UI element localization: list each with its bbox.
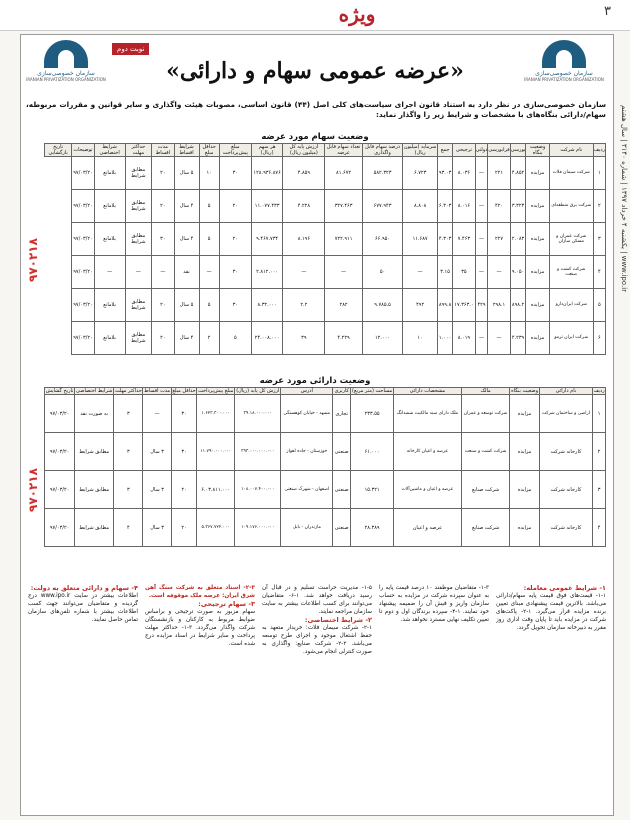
table-cell: ۵ (199, 223, 219, 256)
table-cell: ۳۹۳.۰۰۰.۰۰۰.۰۰۰ (235, 433, 281, 471)
table-cell: ۳۰ (219, 289, 251, 322)
table-cell: — (475, 157, 488, 190)
column-header: نام دارائی (539, 388, 593, 395)
table-cell: خوزستان - جاده اهواز (281, 433, 333, 471)
table-cell: مازندران - بابل (281, 509, 333, 547)
table-cell: اراضی و ساختمان شرکت (539, 395, 593, 433)
column-header: حداکثر مهلت (114, 388, 142, 394)
assets-side-label: ۹۷۰۲۱۸ (26, 468, 40, 512)
intro-paragraph: سازمان خصوصی‌سازی در نظر دارد به استناد قانون اجرای سیاست‌های کلی اصل (۴۴) قانون اساسی، مصوبات هیئت واگذاری و سایر قوانین و مقررات مربوطه، سهام/دارائی بنگاه‌های با مشخصات و شرایط زیر را واگذار نماید: (26, 100, 607, 119)
table-cell: ۳۰ (219, 256, 251, 289)
table-cell: ۹۷/۰۳/۲۰ (72, 223, 94, 256)
table-cell: ۲۰ (219, 190, 251, 223)
table-row (45, 190, 606, 223)
table-cell: ۱۱.۶۸۷ (403, 223, 438, 256)
conditions-column: ۱-۳- متقاضیان موظفند ۱۰ درصد قیمت پایه را به عنوان سپرده شرکت در مزایده به حساب سازمان واریز و فیش آن را ضمیمه پیشنهاد خود نمایند. ۱-۴- سپرده برندگان اول و دوم تا تعیین تکلیف نهایی مسترد نخواهد شد. (379, 585, 489, 623)
table-cell: ۱۰ (199, 157, 219, 190)
table-cell: ۴۲۹ (475, 289, 488, 322)
table-cell: ۵ (199, 190, 219, 223)
table-cell: ۷.۴۶۳ (453, 223, 475, 256)
table-cell: مطابق شرایط (75, 509, 114, 547)
table-cell: شرکت ایران ترمو (549, 322, 593, 355)
table-cell: ۳.۱۵ (437, 256, 452, 289)
column-header: وضعیت بنگاه (526, 144, 549, 157)
table-cell: — (488, 322, 510, 355)
column-header: مبلغ پیش‌پرداخت (219, 144, 251, 157)
table-cell: — (488, 256, 510, 289)
table-cell: ۸.۰۱۹ (453, 322, 475, 355)
table-cell: ۴ (114, 509, 143, 547)
table-cell: ۴.۲۲۹ (325, 322, 362, 355)
table-cell: ۹۷/۰۳/۲۰ (45, 509, 75, 547)
column-header: مشخصات دارائی (394, 388, 462, 395)
table-cell: — (403, 256, 438, 289)
table-cell: ۱ (593, 395, 606, 433)
table-row (45, 322, 606, 355)
table-cell: ۶۱.۰۰۰ (351, 433, 394, 471)
table-row (45, 509, 606, 547)
table-cell: کارخانه شرکت (539, 471, 593, 509)
column-header: تعداد سهام قابل عرضه (326, 144, 361, 156)
table-cell: صنعتی (333, 433, 351, 471)
column-header: ارزش پایه کل (میلیون ریال) (283, 144, 325, 157)
column-header: تاریخ بازگشایی (45, 144, 72, 157)
table-cell: اصفهان - شهرک صنعتی (281, 471, 333, 509)
column-header: آدرس (281, 388, 333, 395)
conditions-column: ۲-۳- اسناد متعلق به شرکت سنگ آهن شرق ایران: عرصه ملک موقوفه است. ۳- سهام ترجیحی: سهام مزبور به صورت ترجیحی و براساس ضوابط مربوط به کارکنان و بازنشستگان شرکت واگذار می‌گردد. ۳-۱- حداکثر مهلت پرداخت و سایر شرایط در اسناد مزایده درج شده است. (145, 585, 255, 647)
column-header: ردیف (593, 388, 605, 394)
table-cell: مزایده (526, 256, 549, 289)
table-cell: بلامانع (94, 289, 125, 322)
table-cell: ۹۷/۰۳/۲۰ (72, 157, 94, 190)
table-cell: شرکت توسعه و عمران (461, 395, 510, 433)
table-cell: ۸۹۹.۸ (437, 289, 452, 322)
table-cell: ۵ سال (174, 157, 199, 190)
table-cell: ۳۰ (152, 223, 174, 256)
table-cell: مزایده (526, 223, 549, 256)
table-cell: ۲.۰۸۳ (510, 223, 526, 256)
table-cell: ۱۷.۳۶۳.۰ (453, 289, 475, 322)
table-cell: — (475, 322, 488, 355)
table-cell: ۲.۲ (283, 289, 325, 322)
table-row (45, 256, 606, 289)
table-cell: ۸.۸۰۸ (403, 190, 438, 223)
section-banner: ویژه (338, 2, 376, 26)
table-cell: ۳ سال (143, 509, 171, 547)
table-row (45, 289, 606, 322)
table-cell: ۲۲۱ (488, 157, 510, 190)
table-cell: ۸.۰۱۶ (453, 190, 475, 223)
table-cell: ۳۲۷.۴۶۳ (325, 190, 362, 223)
table-cell: ۲۰ (152, 322, 174, 355)
table-cell: شرکت ایران‌دارو (549, 289, 593, 322)
table-cell: ۹۷/۰۳/۲۰ (72, 289, 94, 322)
table-cell: ۴.۲۳۹ (510, 322, 526, 355)
table-cell: ۱۱.۰۷۷.۴۳۳ (251, 190, 282, 223)
table-cell: ۲.۸۱۲.۰۰۰ (251, 256, 282, 289)
table-cell: ۳ (593, 471, 606, 509)
table-cell: ۱۱.۷۹۰.۰۰۰.۰۰۰ (197, 433, 235, 471)
column-header: مساحت (متر مربع) (352, 388, 393, 394)
table-cell: شرکت عمران و مسکن سازان (549, 223, 593, 256)
table-cell: ۳ سال (143, 471, 171, 509)
page-header (0, 0, 630, 31)
column-header: جمع (437, 144, 452, 157)
table-cell: ۲۰ (152, 289, 174, 322)
table-cell: کارخانه شرکت (539, 433, 593, 471)
table-cell: صنعتی (333, 471, 351, 509)
column-header: مبلغ پیش‌پرداخت (198, 388, 234, 394)
table-cell: ۹۷/۰۳/۲۰ (72, 190, 94, 223)
table-cell: ۱۵.۳۲۱ (351, 471, 394, 509)
table-cell: ۲۴.۰۰۸.۰۰۰ (251, 322, 282, 355)
table-cell: بلامانع (94, 190, 125, 223)
table-cell: شرکت کشت و صنعت (461, 433, 510, 471)
table-cell: ۱۰۹.۱۷۶.۰۰۰.۰۰۰ (235, 509, 281, 547)
column-header: توضیحات (72, 144, 94, 157)
table-cell: — (199, 256, 219, 289)
table-cell: ۶.۷۲۳ (403, 157, 438, 190)
table-cell: بلامانع (94, 322, 125, 355)
table-cell: مطابق شرایط (125, 223, 152, 256)
table-cell: مزایده (510, 509, 539, 547)
table-cell: نقد (174, 256, 199, 289)
table-cell: ملک دارای سند مالکیت ششدانگ (394, 395, 462, 433)
table-cell: ۲۸۲ (325, 289, 362, 322)
table-cell: ۴۹۲ (403, 289, 438, 322)
table-row (45, 223, 606, 256)
table-cell: عرصه و اعیان و ماشین‌آلات (394, 471, 462, 509)
table-cell: — (475, 190, 488, 223)
table-cell: ۳۰ (171, 433, 197, 471)
table-cell: — (475, 256, 488, 289)
table-cell: ۱۰۸.۰۰۷.۴۰۰.۰۰۰ (235, 471, 281, 509)
column-header: شرایط اختصاصی (94, 144, 125, 157)
table-cell: ۹.۷۸۵.۵ (362, 289, 403, 322)
table-cell: ۵ (199, 289, 219, 322)
column-header: مالک (461, 388, 510, 395)
table-cell: ۴.۲۲۸ (283, 190, 325, 223)
table-cell: ۳ (114, 433, 143, 471)
table-cell: ۴۲۰ (488, 190, 510, 223)
table-cell: ۶ (593, 322, 605, 355)
table-cell: مزایده (526, 157, 549, 190)
table-cell: ۲۲۷ (488, 223, 510, 256)
table-cell: مزایده (510, 471, 539, 509)
column-header: ردیف (593, 144, 605, 157)
table-cell: بلامانع (94, 157, 125, 190)
table-cell: شرکت کشت و صنعت (549, 256, 593, 289)
table-cell: — (143, 395, 171, 433)
table-cell: عرصه و اعیان کارخانه (394, 433, 462, 471)
column-header: ترجیحی (453, 144, 475, 157)
column-header: کاربری (334, 388, 349, 394)
column-header: تاریخ گشایش (45, 388, 74, 394)
shares-side-label: ۹۷۰۲۱۸ (26, 238, 40, 282)
table-cell: ۴ سال (174, 190, 199, 223)
table-cell: — (94, 256, 125, 289)
shares-table (44, 143, 606, 355)
table-cell: ۶۶.۹۵۰ (362, 223, 403, 256)
table-cell: ۳۰ (219, 157, 251, 190)
table-row (45, 433, 606, 471)
logo-icon (542, 40, 586, 68)
table-cell: ۵۰ (362, 256, 403, 289)
table-cell: ۳.۳۲۳ (510, 190, 526, 223)
column-header: حداقل مبلغ (199, 144, 219, 157)
table-cell: ۳ (114, 471, 143, 509)
column-header: هر سهم (ریال) (251, 144, 282, 157)
table-cell: ۵۸۲.۳۲۳ (362, 157, 403, 190)
column-header: ارزش کل پایه (ریال) (236, 388, 280, 394)
table-cell: کارخانه شرکت (539, 509, 593, 547)
table-cell: ۲۸.۳۸۹ (351, 509, 394, 547)
table-row (45, 157, 606, 190)
table-cell: ۳ (114, 395, 143, 433)
table-cell: ۴ سال (174, 322, 199, 355)
table-cell: ۴ (593, 509, 606, 547)
table-cell: مطابق شرایط (125, 322, 152, 355)
table-cell: — (325, 256, 362, 289)
table-cell: ۹۳.۰۳ (437, 157, 452, 190)
table-cell: ۶۷۷.۹۴۳ (362, 190, 403, 223)
table-cell: ۸.۰۳۶ (453, 157, 475, 190)
table-cell: ۶.۳۰۳ (437, 190, 452, 223)
column-header: درصد سهام قابل واگذاری (362, 144, 403, 157)
table-cell: به صورت نقد (75, 395, 114, 433)
table-cell: عرصه و اعیان (394, 509, 462, 547)
table-cell: ۵.۳۶۷.۷۲۲.۰۰۰ (197, 509, 235, 547)
table-cell: بلامانع (94, 223, 125, 256)
table-cell: ۹.۰۵۰ (510, 256, 526, 289)
table-cell: مزایده (526, 289, 549, 322)
table-cell: ۵ سال (174, 289, 199, 322)
table-cell: ۱۲.۰۰۰ (362, 322, 403, 355)
table-cell: ۹۷/۰۳/۲۰ (45, 395, 75, 433)
table-cell: مطابق شرایط (75, 471, 114, 509)
table-cell: ۴.۳۰۳ (437, 223, 452, 256)
table-cell: ۲ (593, 190, 605, 223)
table-cell: ۷۲۲.۹۱۱ (325, 223, 362, 256)
table-cell: ۱۰ (403, 322, 438, 355)
table-cell: ۲۳۳.۵۵ (351, 395, 394, 433)
table-cell: مطابق شرایط (125, 190, 152, 223)
table-cell: ۲۰ (152, 157, 174, 190)
table-cell: مشهد - خیابان کوهسنگی (281, 395, 333, 433)
organization-logo-left: سازمان خصوصی‌سازی IRANIAN PRIVATIZATION ORGANIZATION (26, 40, 106, 92)
conditions-column: ۴- سهام و دارائی متعلق به دولت: اطلاعات بیشتر در سایت www.ipo.ir درج گردیده و متقاضیان می‌توانند جهت کسب اطلاعات بیشتر با شماره تلفن‌های سازمان تماس حاصل نمایند. (28, 584, 138, 623)
table-cell: مطابق شرایط (125, 157, 152, 190)
table-cell: صنعتی (333, 509, 351, 547)
table-cell: مزایده (526, 322, 549, 355)
table-cell: ۲۰ (171, 471, 197, 509)
logo-icon (44, 40, 88, 68)
table-cell: — (283, 256, 325, 289)
issue-sidebar: یکشنبه ۴ خرداد ۱۳۹۷ | شماره ۳۱۴۰ | سال هشتم | www.ipo.ir (620, 105, 628, 293)
table-cell: ۱.۰۰۰ (437, 322, 452, 355)
table-cell: ۲ (593, 433, 606, 471)
table-cell: ۳۹.۱۸.۰۰۰.۰۰۰ (235, 395, 281, 433)
table-cell: شرکت صنایع (461, 471, 510, 509)
table-cell: — (152, 256, 174, 289)
column-header: دولتی (475, 144, 488, 157)
table-cell: ۸۹۸.۲ (510, 289, 526, 322)
column-header: فرابورسی (488, 144, 510, 157)
table-cell: ۵ (593, 289, 605, 322)
notice-round-badge: نوبت دوم (112, 43, 149, 55)
table-cell: ۹۷/۰۳/۲۰ (45, 433, 75, 471)
table-cell: ۲۰ (171, 509, 197, 547)
table-cell: ۹.۴۶۷.۷۳۴ (251, 223, 282, 256)
table-cell: ۳۰ (171, 395, 197, 433)
conditions-column: ۱-۵- مدیریت حراست تسلیم و در قبال آن رسید دریافت خواهد شد. ۱-۶- متقاضیان می‌توانند برای کسب اطلاعات بیشتر به سایت سازمان مراجعه نمایند. ۲- شرایط اختصاصی: ۲-۱- شرکت سیمان فلات: خریدار متعهد به حفظ اشتغال موجود و اجرای طرح توسعه می‌باشد. ۲-۲- شرکت صنایع: واگذاری به صورت کنترلی انجام می‌شود. (262, 585, 372, 655)
table-cell: شرکت صنایع (461, 509, 510, 547)
table-cell: ۹۷/۰۳/۲۰ (72, 256, 94, 289)
table-cell: ۸.۳۲.۰۰۰ (251, 289, 282, 322)
column-header: بورسی (510, 144, 526, 157)
table-cell: ۳ (593, 223, 605, 256)
table-cell: ۲۹۸.۱ (488, 289, 510, 322)
organization-logo-right: سازمان خصوصی‌سازی IRANIAN PRIVATIZATION ORGANIZATION (524, 40, 604, 92)
conditions-column: ۱- شرایط عمومی معامله: ۱-۱- قیمت‌های فوق قیمت پایه سهام/دارائی می‌باشد. بالاترین قیمت پیشنهادی مبنای تعیین برنده مزایده قرار می‌گیرد. ۱-۲- پاکت‌های شرکت در مزایده باید تا پایان وقت اداری روز مقرر به دبیرخانه سازمان تحویل گردد. (496, 584, 606, 631)
table-cell: ۱.۶۲۳.۳۰۰.۰۰۰ (197, 395, 235, 433)
table-cell: مزایده (510, 395, 539, 433)
table-row (45, 471, 606, 509)
table-cell: ۲۰ (219, 223, 251, 256)
table-cell: ۳۵ (453, 256, 475, 289)
table-cell: ۹۷/۰۳/۲۰ (45, 471, 75, 509)
table-cell: ۸۱.۶۷۲ (325, 157, 362, 190)
table-cell: ۱ (593, 157, 605, 190)
table-cell: ۵ (219, 322, 251, 355)
table-cell: مطابق شرایط (75, 433, 114, 471)
table-cell: ۹۷/۰۳/۲۰ (72, 322, 94, 355)
table-cell: ۸.۱۹۶ (283, 223, 325, 256)
table-cell: ۴ سال (174, 223, 199, 256)
table-cell: مطابق شرایط (125, 289, 152, 322)
table-cell: ۲ (199, 322, 219, 355)
table-cell: — (475, 223, 488, 256)
column-header: مدت اقساط (144, 388, 171, 394)
table-cell: ۴.۸۵۹ (283, 157, 325, 190)
table-cell: شرکت سیمان فلات (549, 157, 593, 190)
table-row (45, 395, 606, 433)
table-cell: تجاری (333, 395, 351, 433)
shares-section-title: وضعیت سهام مورد عرضه (261, 132, 369, 142)
page-title: «عرضه عمومی سهام و دارائی» (166, 58, 464, 84)
column-header: سرمایه (میلیون ریال) (403, 144, 437, 156)
table-cell: شرکت برق منطقه‌ای (549, 190, 593, 223)
column-header: شرایط اقساط (174, 144, 199, 157)
assets-table (44, 387, 606, 547)
table-cell: — (125, 256, 152, 289)
table-cell: مزایده (510, 433, 539, 471)
column-header: حداقل مبلغ (172, 388, 196, 394)
page-number: ۳ (604, 4, 611, 19)
table-cell: ۳۹ (283, 322, 325, 355)
table-cell: ۱۲۸.۹۳۶.۸۷۶ (251, 157, 282, 190)
column-header: مدت اقساط (152, 144, 174, 157)
table-cell: ۳ سال (143, 433, 171, 471)
conditions-columns (26, 584, 606, 810)
table-cell: ۴ (593, 256, 605, 289)
table-cell: ۲۰ (152, 190, 174, 223)
column-header: حداکثر مهلت (125, 144, 152, 157)
table-cell: مزایده (526, 190, 549, 223)
table-cell: ۶.۰۳.۸۱۱.۰۰۰ (197, 471, 235, 509)
column-header: وضعیت بنگاه (511, 388, 538, 394)
table-cell: ۴.۸۵۲ (510, 157, 526, 190)
assets-section-title: وضعیت دارائی مورد عرضه (259, 376, 371, 386)
column-header: شرایط اختصاصی (76, 388, 113, 394)
column-header: نام شرکت (549, 144, 593, 157)
